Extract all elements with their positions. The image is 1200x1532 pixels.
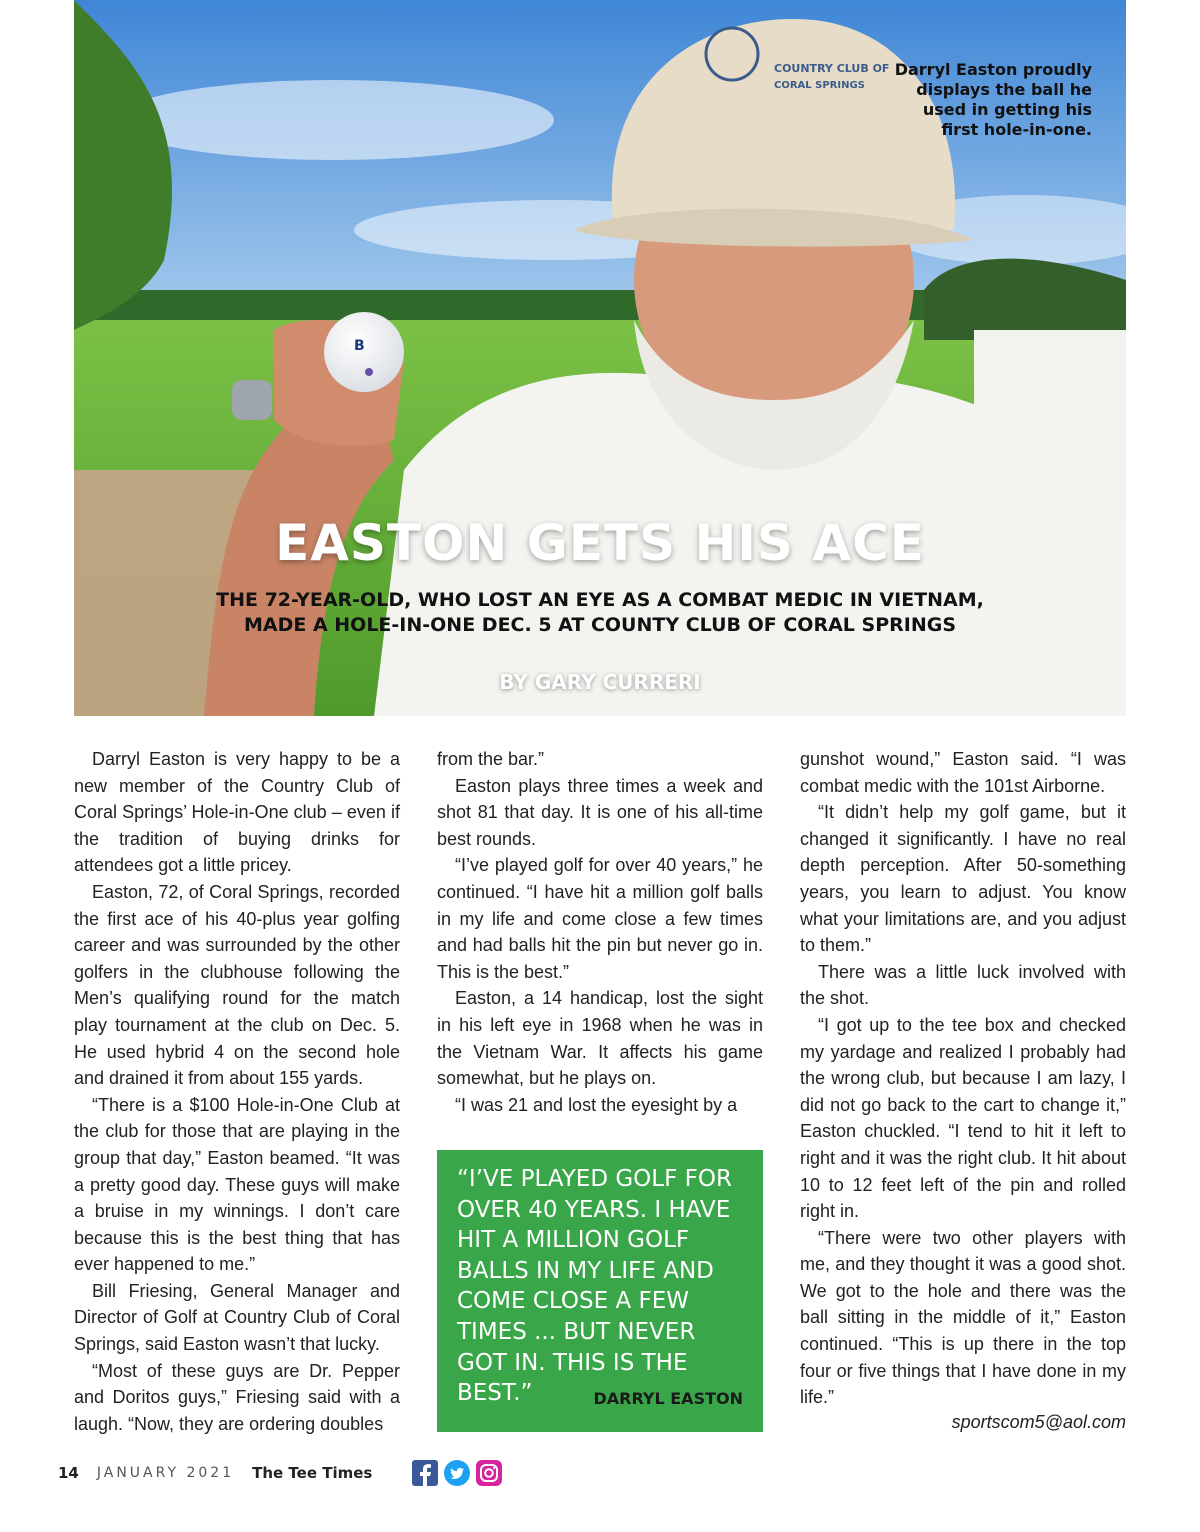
byline: BY GARY CURRERI xyxy=(499,670,701,694)
article-column-2 xyxy=(437,746,763,1118)
deck-line: THE 72-YEAR-OLD, WHO LOST AN EYE AS A COMBAT MEDIC IN VIETNAM, xyxy=(216,589,984,611)
article-deck xyxy=(74,588,1126,638)
pull-quote-text: “I’VE PLAYED GOLF FOR OVER 40 YEARS. I HAVE HIT A MILLION GOLF BALLS IN MY LIFE AND COME CLOSE A FEW TIMES ... BUT NEVER GOT IN. THIS IS THE BEST.” xyxy=(457,1166,732,1407)
photo-caption-line: used in getting his xyxy=(922,100,1092,119)
paragraph: Easton, 72, of Coral Springs, recorded the first ace of his 40-plus year golfing career and was surrounded by the other golfers in the clubhouse following the Men’s qualifying round for the match play tournament at the club on Dec. 5. He used hybrid 4 on the second hole and drained it from about 155 yards. xyxy=(74,881,400,1089)
photo-caption xyxy=(872,60,1092,140)
article-column-1 xyxy=(74,746,400,1437)
svg-text:B: B xyxy=(354,338,365,354)
instagram-icon[interactable] xyxy=(476,1460,502,1486)
paragraph: “Most of these guys are Dr. Pepper and Doritos guys,” Friesing said with a laugh. “Now, they are ordering doubles xyxy=(74,1360,400,1434)
photo-caption-line: first hole-in-one. xyxy=(941,120,1092,139)
page-footer xyxy=(58,1462,372,1484)
paragraph: “I got up to the tee box and checked my yardage and realized I probably had the wrong club, but because I am lazy, I did not go back to the cart to change it,” Easton chuckled. “I tend to hit it left to right and it was the right club. It hit about 10 to 12 feet left of the pin and rolled right in. xyxy=(800,1014,1126,1222)
publication-name: The Tee Times xyxy=(252,1464,373,1482)
paragraph: “There were two other players with me, and they thought it was a good shot. We got to the hole and there was the ball sitting in the middle of it,” Easton continued. “This is up there in the top four or five things that I have done in my life.” xyxy=(800,1227,1126,1408)
paragraph: “There is a $100 Hole-in-One Club at the club for those that are playing in the group that day,” Easton beamed. “It was a pretty good day. These guys will make a bruise in my winnings. I don’t care because this is the best thing that has ever happened to me.” xyxy=(74,1094,400,1275)
paragraph: There was a little luck involved with the shot. xyxy=(800,961,1126,1009)
cap-logo-text-2: CORAL SPRINGS xyxy=(774,80,865,91)
article-headline: EASTON GETS HIS ACE xyxy=(275,514,925,572)
page-number: 14 xyxy=(58,1464,79,1482)
paragraph: from the bar.” xyxy=(437,749,545,769)
paragraph: gunshot wound,” Easton said. “I was combat medic with the 101st Airborne. xyxy=(800,749,1126,796)
author-email[interactable]: sportscom5@aol.com xyxy=(951,1412,1126,1432)
issue-date: JANUARY 2021 xyxy=(96,1465,235,1481)
paragraph: “I was 21 and lost the eyesight by a xyxy=(455,1094,738,1115)
deck-line: MADE A HOLE-IN-ONE DEC. 5 AT COUNTY CLUB OF CORAL SPRINGS xyxy=(243,614,957,636)
facebook-icon[interactable] xyxy=(412,1460,438,1486)
pull-quote-attribution: DARRYL EASTON xyxy=(593,1389,743,1408)
paragraph: “It didn’t help my golf game, but it changed it significantly. I have no real depth perception. After 50-something years, you learn to adjust. You know what your limitations are, and you adjust to them.” xyxy=(800,802,1126,956)
hero-photo xyxy=(74,0,1126,716)
pull-quote xyxy=(437,1150,763,1432)
cap-logo-text: COUNTRY CLUB OF xyxy=(774,62,890,75)
article-column-3 xyxy=(800,746,1126,1411)
paragraph: “I’ve played golf for over 40 years,” he continued. “I have hit a million golf balls in my life and come close a few times and had balls hit the pin but never go in. This is the best.” xyxy=(437,855,763,982)
twitter-icon[interactable] xyxy=(444,1460,470,1486)
paragraph: Easton, a 14 handicap, lost the sight in his left eye in 1968 when he was in the Vietnam War. It affects his game somewhat, but he plays on. xyxy=(437,988,763,1089)
social-icons xyxy=(412,1460,502,1486)
paragraph: Easton plays three times a week and shot 81 that day. It is one of his all-time best rounds. xyxy=(437,775,763,849)
photo-caption-line: displays the ball he xyxy=(916,80,1092,99)
paragraph: Darryl Easton is very happy to be a new member of the Country Club of Coral Springs’ Hole-in-One club – even if the tradition of buying drinks for attendees got a little pricey. xyxy=(74,749,400,876)
photo-caption-line: Darryl Easton proudly xyxy=(894,60,1092,79)
paragraph: Bill Friesing, General Manager and Director of Golf at Country Club of Coral Springs, said Easton wasn’t that lucky. xyxy=(74,1280,400,1355)
